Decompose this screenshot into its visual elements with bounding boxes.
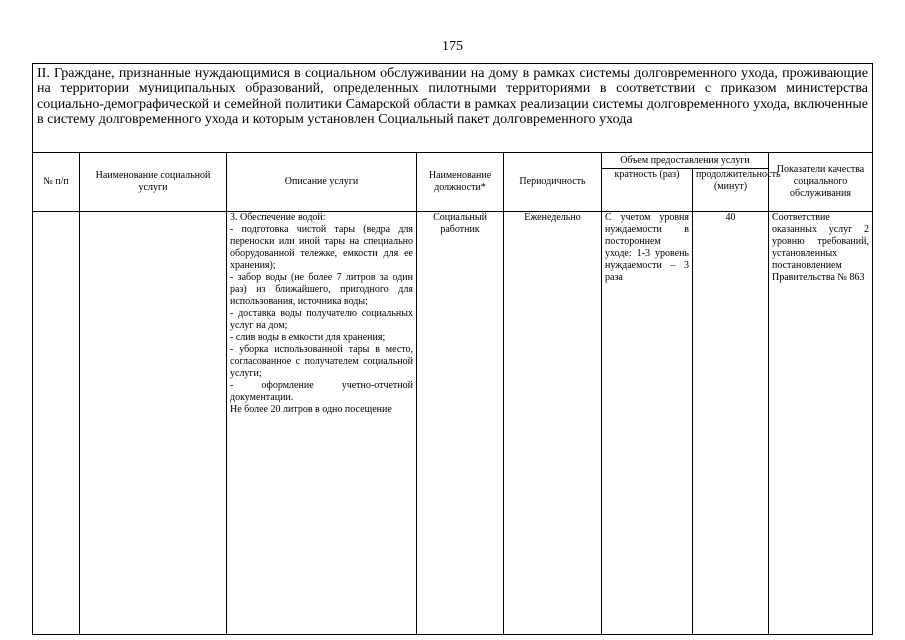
table-row (33, 212, 873, 635)
header-description: Описание услуги (227, 153, 417, 212)
header-num: № п/п (33, 153, 80, 212)
cell-service-name (80, 212, 227, 635)
description-line: 3. Обеспечение водой: (230, 212, 326, 223)
header-duration: продолжительность (минут) (693, 169, 769, 212)
services-table (32, 63, 873, 635)
header-position: Наименование должности* (417, 153, 504, 212)
cell-description (227, 212, 417, 635)
description-line: Не более 20 литров в одно посещение (230, 404, 392, 415)
section-title: II. Граждане, признанные нуждающимися в социальном обслуживании на дому в рамках системы долговременного ухода, проживающие на территории муниципальных образований, определенных пилотными территориями в соответствии с приказом министерства социально-демографической и семейной политики Самарской области в рамках реализации системы долговременного ухода, включенные в систему долговременного ухода и которым установлен Социальный пакет долговременного ухода (33, 64, 873, 153)
cell-quality: Соответствие оказанных услуг 2 уровню требований, установленных постановлением Правительства № 863 (769, 212, 873, 635)
cell-frequency: С учетом уровня нуждаемости в постороннем уходе: 1-3 уровень нуждаемости – 3 раза (602, 212, 693, 635)
description-line: - забор воды (не более 7 литров за один раз) из ближайшего, пригодного для использования, источника воды; (230, 272, 413, 307)
cell-periodicity: Еженедельно (504, 212, 602, 635)
description-line: - слив воды в емкости для хранения; (230, 332, 386, 343)
cell-duration: 40 (693, 212, 769, 635)
description-line: - доставка воды получателю социальных услуг на дом; (230, 308, 413, 331)
cell-num (33, 212, 80, 635)
section-row (33, 64, 873, 153)
description-line: - уборка использованной тары в место, согласованное с получателем социальной услуги; (230, 344, 413, 379)
page-number: 175 (442, 39, 463, 54)
header-service-name: Наименование социальной услуги (80, 153, 227, 212)
description-line: - оформление учетно-отчетной документации. (230, 380, 413, 403)
header-row-1 (33, 153, 873, 169)
header-frequency: кратность (раз) (602, 169, 693, 212)
header-periodicity: Периодичность (504, 153, 602, 212)
header-quality: Показатели качества социального обслуживания (769, 153, 873, 212)
description-line: - подготовка чистой тары (ведра для переноски или иной тары на специально оборудованной тележке, емкости для ее хранения); (230, 224, 413, 271)
cell-position: Социальный работник (417, 212, 504, 635)
header-volume: Объем предоставления услуги (602, 153, 769, 169)
